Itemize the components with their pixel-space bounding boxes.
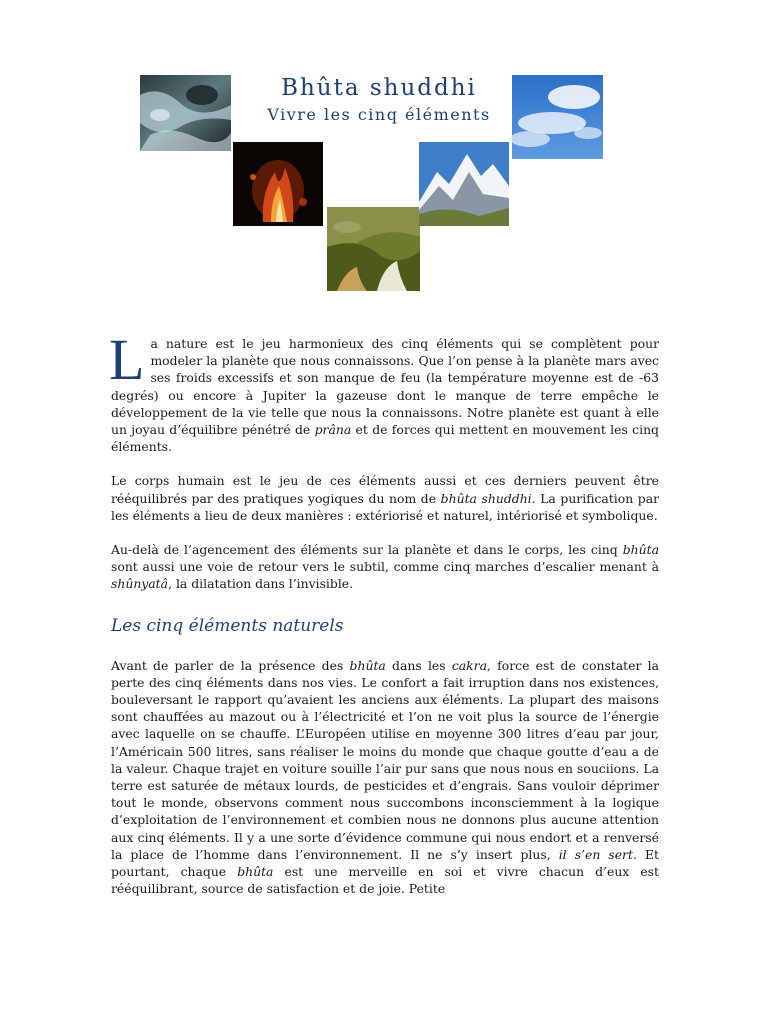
title-block bbox=[250, 74, 508, 126]
intro-paragraph-3: Au-delà de l’agencement des éléments sur la planète et dans le corps, les cinq bhûta sont aussi une voie de retour vers le subtil, comme cinq marches d’escalier menant à shûnyatâ, la dilatation dans l’invisible. bbox=[111, 542, 659, 592]
sky-photo bbox=[512, 75, 603, 159]
section-paragraph-1: Avant de parler de la présence des bhûta dans les cakra, force est de constater la perte des cinq éléments dans nos vies. Le confort a fait irruption dans nos existences, bouleversant le rapport qu’avaient les anciens aux éléments. La plupart des maisons sont chauffées au mazout ou à l’électricité et l’on ne voit plus la source de l’énergie avec laquelle on se chauffe. L’Européen utilise en moyenne 300 litres d’eau par jour, l’Américain 500 litres, sans réaliser le moins du monde que chaque goutte d’eau a de la valeur. Chaque trajet en voiture souille l’air pur sans que nous nous en souciions. La terre est saturée de métaux lourds, de pesticides et d’engrais. Sans vouloir déprimer tout le monde, observons comment nous succombons inconsciemment à la logique d’exploitation de l’environnement et combien nous ne donnons plus aucune attention aux cinq éléments. Il y a une sorte d’évidence commune qui nous endort et a renversé la place de l’homme dans l’environnement. Il ne s’y insert plus, il s’en sert. Et pourtant, chaque bhûta est une merveille en soi et vivre chacun d’eux est rééquilibrant, source de satisfaction et de joie. Petite bbox=[111, 657, 659, 897]
earth-photo bbox=[327, 207, 420, 291]
fire-photo bbox=[233, 142, 323, 226]
drop-cap: L bbox=[109, 327, 145, 392]
intro-paragraph-2: Le corps humain est le jeu de ces éléments aussi et ces derniers peuvent être rééquilibrés par des pratiques yogiques du nom de bhûta shuddhi. La purification par les éléments a lieu de deux manières : extériorisé et naturel, intériorisé et symbolique. bbox=[111, 473, 660, 523]
section-heading: Les cinq éléments naturels bbox=[111, 615, 344, 636]
water-photo bbox=[140, 75, 231, 151]
mountain-photo bbox=[419, 142, 509, 226]
article-body bbox=[109, 327, 660, 897]
page-title: Bhûta shuddhi bbox=[281, 75, 477, 101]
page-subtitle: Vivre les cinq éléments bbox=[267, 105, 491, 124]
intro-paragraph-1: La nature est le jeu harmonieux des cinq éléments qui se complètent pour modeler la planète que nous connaissons. Que l’on pense à la planète mars avec ses froids excessifs et son manque de feu (la température moyenne est de -63 degrés) ou encore à Jupiter la gazeuse dont le manque de terre empêche le développement de la vie telle que nous la connaissons. Notre planète est quant à elle un joyau d’équilibre pénétré de prâna et de forces qui mettent en mouvement les cinq éléments. bbox=[109, 327, 659, 455]
header-collage bbox=[0, 0, 768, 300]
